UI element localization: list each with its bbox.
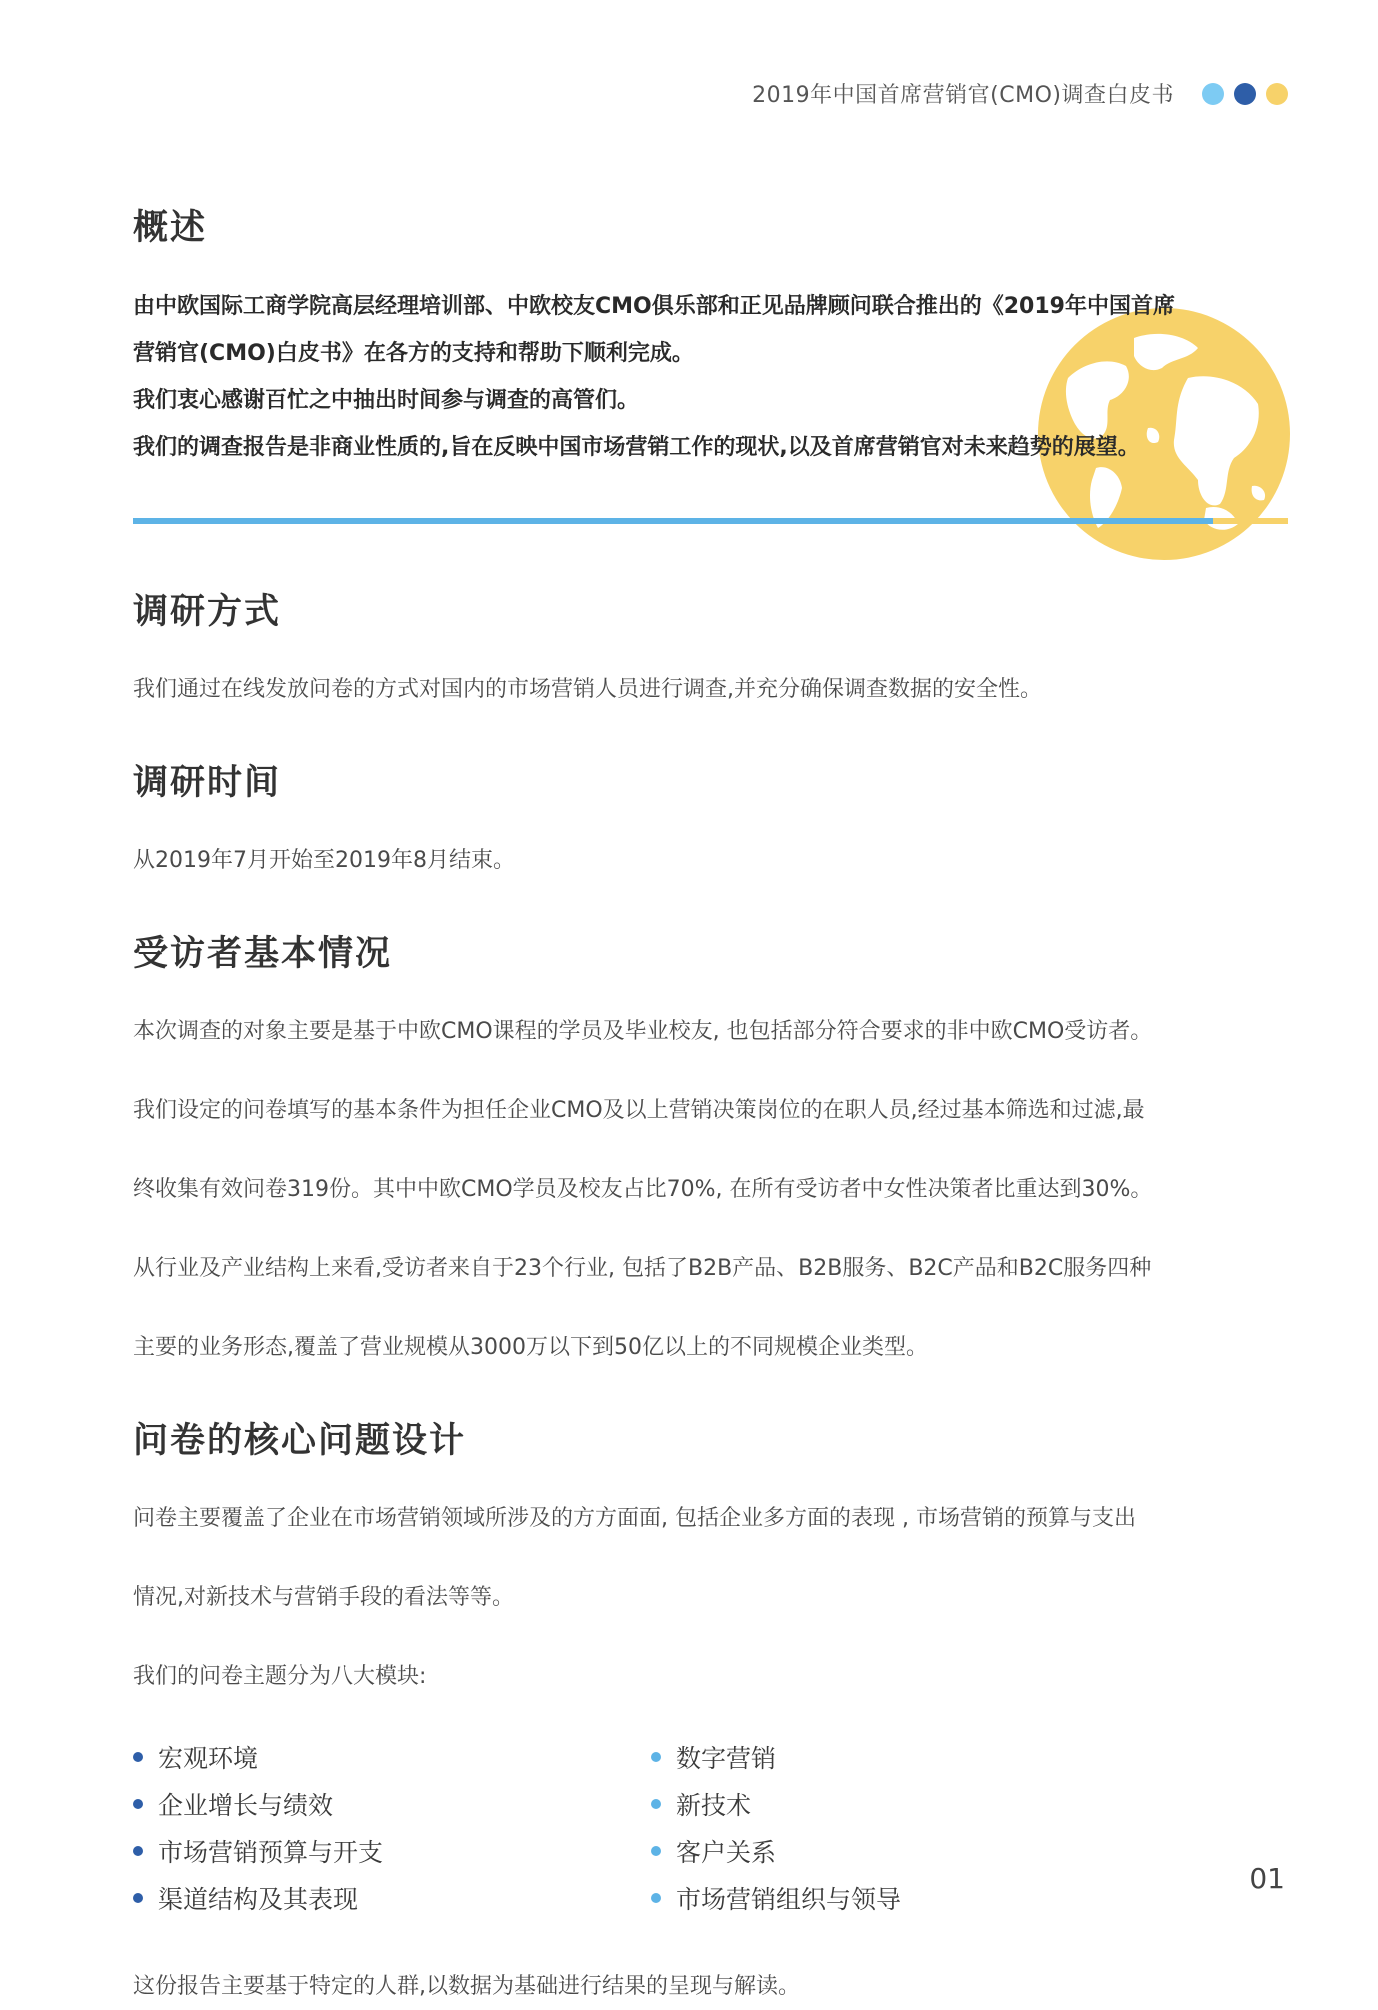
respondents-line: 从行业及产业结构上来看,受访者来自于23个行业, 包括了B2B产品、B2B服务、B2C产品和B2C服务四种 — [133, 1256, 1152, 1281]
module-column-right — [651, 1733, 1169, 1921]
overview-line: 我们衷心感谢百忙之中抽出时间参与调查的高管们。 — [133, 388, 640, 413]
overview-line: 我们的调查报告是非商业性质的,旨在反映中国市场营销工作的现状,以及首席营销官对未来趋势的展望。 — [133, 435, 1140, 460]
respondents-line: 本次调查的对象主要是基于中欧CMO课程的学员及毕业校友, 也包括部分符合要求的非中欧CMO受访者。 — [133, 1019, 1153, 1044]
divider-yellow-segment — [1213, 518, 1288, 524]
overview-section — [133, 200, 1288, 524]
overview-text — [133, 283, 1288, 471]
module-label: 宏观环境 — [158, 1743, 259, 1773]
bullet-dot — [133, 1799, 143, 1809]
module-label: 客户关系 — [676, 1837, 777, 1867]
time-text: 从2019年7月开始至2019年8月结束。 — [133, 848, 515, 873]
module-label: 新技术 — [676, 1790, 752, 1820]
module-item — [133, 1780, 651, 1827]
bullet-dot — [651, 1893, 661, 1903]
module-label: 渠道结构及其表现 — [158, 1884, 359, 1914]
header-dot-dark-blue — [1234, 83, 1256, 105]
page-number: 01 — [1249, 1862, 1285, 1895]
header-dot-yellow — [1266, 83, 1288, 105]
module-item — [133, 1733, 651, 1780]
respondents-text — [133, 1008, 1288, 1371]
module-item — [651, 1874, 1169, 1921]
module-label: 数字营销 — [676, 1743, 777, 1773]
respondents-section — [133, 926, 1288, 1371]
respondents-line: 主要的业务形态,覆盖了营业规模从3000万以下到50亿以上的不同规模企业类型。 — [133, 1335, 928, 1360]
questionnaire-line: 我们的问卷主题分为八大模块: — [133, 1664, 427, 1689]
questionnaire-heading: 问卷的核心问题设计 — [133, 1421, 467, 1461]
respondents-line: 我们设定的问卷填写的基本条件为担任企业CMO及以上营销决策岗位的在职人员,经过基本筛选和过滤,最 — [133, 1098, 1145, 1123]
bullet-dot — [651, 1846, 661, 1856]
module-item — [651, 1733, 1169, 1780]
module-item — [651, 1827, 1169, 1874]
overview-line: 由中欧国际工商学院高层经理培训部、中欧校友CMO俱乐部和正见品牌顾问联合推出的《2019年中国首席 — [133, 294, 1175, 319]
questionnaire-text — [133, 1495, 1288, 1700]
overview-line: 营销官(CMO)白皮书》在各方的支持和帮助下顺利完成。 — [133, 341, 694, 366]
header-dot-light-blue — [1202, 83, 1224, 105]
method-text: 我们通过在线发放问卷的方式对国内的市场营销人员进行调查,并充分确保调查数据的安全性。 — [133, 677, 1042, 702]
respondents-heading: 受访者基本情况 — [133, 934, 393, 974]
bullet-dot — [651, 1799, 661, 1809]
divider-blue-segment — [133, 518, 1213, 524]
questionnaire-section — [133, 1413, 1288, 1921]
page-header — [752, 78, 1288, 109]
bullet-dot — [651, 1752, 661, 1762]
module-label: 市场营销组织与领导 — [676, 1884, 902, 1914]
module-item — [651, 1780, 1169, 1827]
closing-text: 这份报告主要基于特定的人群,以数据为基础进行结果的呈现与解读。 — [133, 1974, 800, 1999]
questionnaire-line: 问卷主要覆盖了企业在市场营销领域所涉及的方方面面, 包括企业多方面的表现 , 市场营销的预算与支出 — [133, 1506, 1136, 1531]
main-content — [133, 200, 1288, 2010]
respondents-line: 终收集有效问卷319份。其中中欧CMO学员及校友占比70%, 在所有受访者中女性决策者比重达到30%。 — [133, 1177, 1153, 1202]
module-item — [133, 1827, 651, 1874]
header-title: 2019年中国首席营销官(CMO)调查白皮书 — [752, 83, 1174, 108]
module-label: 企业增长与绩效 — [158, 1790, 334, 1820]
time-heading: 调研时间 — [133, 763, 282, 803]
module-list — [133, 1733, 1288, 1921]
bullet-dot — [133, 1846, 143, 1856]
bullet-dot — [133, 1893, 143, 1903]
overview-heading: 概述 — [133, 208, 208, 248]
module-item — [133, 1874, 651, 1921]
method-section — [133, 584, 1288, 713]
module-column-left — [133, 1733, 651, 1921]
method-heading: 调研方式 — [133, 592, 282, 632]
bullet-dot — [133, 1752, 143, 1762]
module-label: 市场营销预算与开支 — [158, 1837, 384, 1867]
time-section — [133, 755, 1288, 884]
questionnaire-line: 情况,对新技术与营销手段的看法等等。 — [133, 1585, 514, 1610]
section-divider — [133, 518, 1288, 524]
